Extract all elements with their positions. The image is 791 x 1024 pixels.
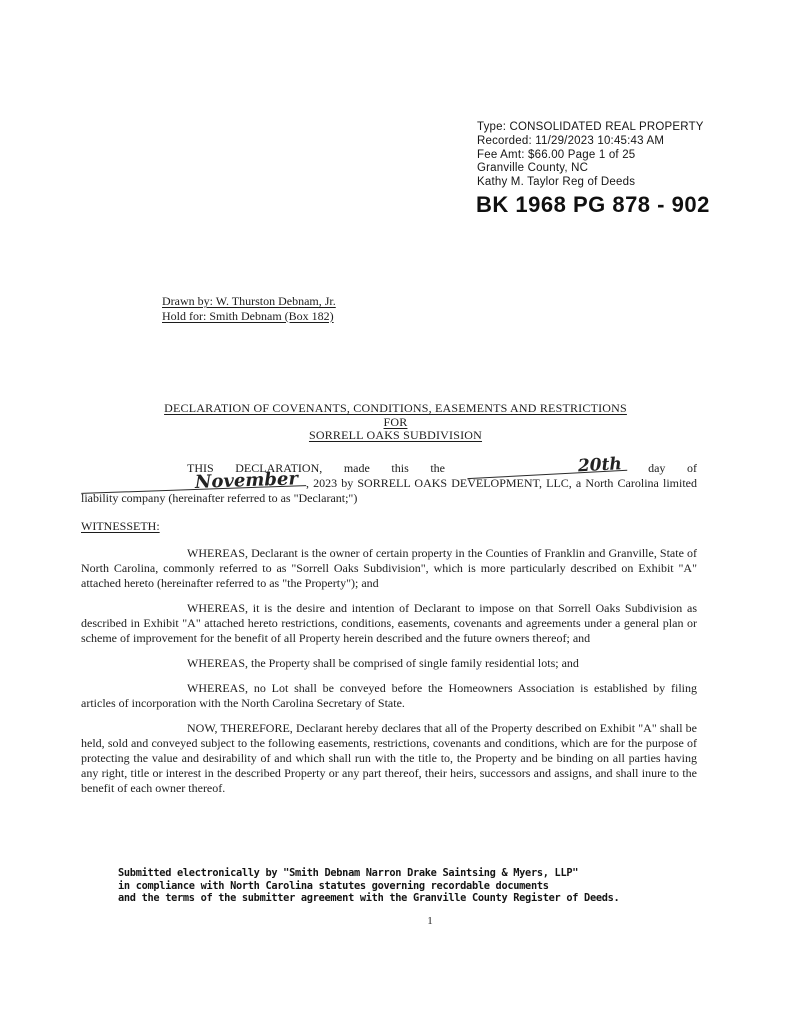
- now-therefore-paragraph: NOW, THEREFORE, Declarant hereby declares that all of the Property described on Exhibit "A" shall be held, sold and conveyed subject to the following easements, restrictions, covenants and conditions, which are for the purpose of protecting the value and desirability of and which shall run with the title to, the Property and be binding on all parties having any right, title or interest in the described Property or any part thereof, their heirs, successors and assigns, and shall inure to the benefit of each owner thereof.: [81, 721, 697, 795]
- document-body: [81, 454, 697, 806]
- stamp-county-line: Granville County, NC: [477, 162, 589, 175]
- erecording-footer-line3: and the terms of the submitter agreement with the Granville County Register of Deeds.: [118, 892, 620, 905]
- opening-text-mid: day of: [648, 461, 697, 475]
- stamp-recorded-line: Recorded: 11/29/2023 10:45:43 AM: [477, 134, 665, 147]
- document-title-line1: DECLARATION OF COVENANTS, CONDITIONS, EASEMENTS AND RESTRICTIONS: [164, 401, 627, 415]
- drawn-by-line: Drawn by: W. Thurston Debnam, Jr.: [162, 294, 336, 308]
- erecording-footer: [118, 867, 619, 905]
- document-title-line2: FOR: [383, 414, 408, 429]
- page-number: 1: [427, 915, 433, 927]
- prepared-by-block: [162, 294, 336, 323]
- opening-paragraph: [81, 454, 697, 506]
- whereas-paragraph-1: WHEREAS, Declarant is the owner of certain property in the Counties of Franklin and Granville, State of North Carolina, commonly referred to as "Sorrell Oaks Subdivision", which is more particularly described on Exhibit "A" attached hereto (hereinafter referred to as "the Property"); and: [81, 546, 697, 590]
- stamp-type-line: Type: CONSOLIDATED REAL PROPERTY: [477, 121, 704, 133]
- document-title-line3: SORRELL OAKS SUBDIVISION: [308, 428, 483, 442]
- whereas-paragraph-2: WHEREAS, it is the desire and intention of Declarant to impose on that Sorrell Oaks Subdivision as described in Exhibit "A" attached hereto restrictions, conditions, easements, covenants and agreements under a general plan or scheme of improvement for the benefit of all Property herein described and the future owners thereof; and: [81, 601, 697, 645]
- handwritten-day: 20th: [466, 459, 626, 479]
- erecording-footer-line2: in compliance with North Carolina statutes governing recordable documents: [118, 879, 549, 892]
- opening-text-pre: THIS DECLARATION, made this the: [187, 461, 446, 475]
- recording-stamp: [477, 121, 704, 190]
- witnesseth-heading: WITNESSETH:: [81, 519, 160, 533]
- whereas-paragraph-3: WHEREAS, the Property shall be comprised of single family residential lots; and: [187, 656, 579, 670]
- opening-text-post: , 2023 by SORRELL OAKS DEVELOPMENT, LLC, a North Carolina limited liability company (hereinafter referred to as "Declarant;"): [81, 476, 697, 505]
- hold-for-line: Hold for: Smith Debnam (Box 182): [162, 308, 334, 323]
- whereas-paragraph-4: WHEREAS, no Lot shall be conveyed before the Homeowners Association is established by filing articles of incorporation with the North Carolina Secretary of State.: [81, 681, 697, 710]
- stamp-register-line: Kathy M. Taylor Reg of Deeds: [477, 176, 636, 189]
- book-page-number: BK 1968 PG 878 - 902: [476, 192, 710, 217]
- handwritten-month: November: [81, 474, 306, 494]
- document-title: [0, 402, 791, 443]
- erecording-footer-line1: Submitted electronically by "Smith Debnam Narron Drake Saintsing & Myers, LLP": [118, 867, 579, 879]
- stamp-fee-line: Fee Amt: $66.00 Page 1 of 25: [477, 148, 636, 161]
